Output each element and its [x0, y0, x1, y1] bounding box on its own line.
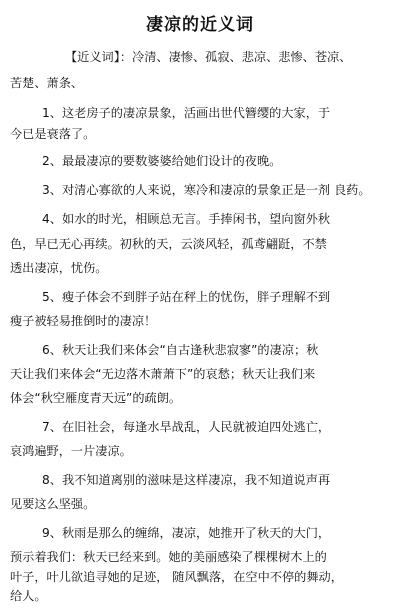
example-sentence-line: 9、秋雨是那么的缠绵，凄凉，她推开了秋天的大门， [42, 526, 331, 540]
example-sentence-line: 色，早已无心再续。初秋的天，云淡风轻，孤鸢翩跹，不禁 [10, 237, 327, 251]
example-sentence-line: 今已是衰落了。 [10, 127, 96, 141]
example-sentence-line: 3、对清心寡欲的人来说，寒冷和凄凉的景象正是一剂 良药。 [42, 183, 371, 197]
example-sentence-line: 4、如水的时光，相顾总无言。手捧闲书，望向窗外秋 [42, 212, 331, 226]
example-sentence-line: 透出凄凉，忧伤。 [10, 261, 108, 275]
example-sentence-line: 5、瘦子体会不到胖子站在秤上的忧伤，胖子理解不到 [42, 290, 331, 304]
example-sentence-line: 2、最最凄凉的要数婆婆给她们设计的夜晚。 [42, 154, 282, 168]
example-sentence-line: 6、秋天让我们来体会“自古逢秋悲寂寥”的凄凉；秋 [42, 343, 319, 357]
example-sentence-line: 见要这么坚强。 [10, 497, 96, 511]
example-sentence-line: 体会“秋空雁度青天远”的疏朗。 [10, 391, 182, 405]
synonym-list-line: 苦楚、萧条、 [10, 76, 84, 90]
example-sentence-line: 1、这老房子的凄凉景象，活画出世代簪缨的大家，于 [42, 106, 331, 120]
example-sentence-line: 瘦子被轻易推倒时的凄凉！ [10, 314, 157, 328]
example-sentence-line: 预示着我们：秋天已经来到。她的美丽感染了棵棵树木上的 [10, 550, 327, 564]
page-title: 凄凉的近义词 [146, 15, 254, 35]
example-sentence-line: 天让我们来体会“无边落木萧萧下”的哀愁；秋天让我们来 [10, 367, 316, 381]
example-sentence-line: 哀鸿遍野，一片凄凉。 [10, 444, 132, 458]
example-sentence-line: 叶子，叶儿欲追寻她的足迹， 随风飘落，在空中不停的舞动， [10, 570, 343, 584]
example-sentence-line: 8、我不知道离别的滋味是这样凄凉，我不知道说声再 [42, 473, 331, 487]
synonym-list-line: 【近义词】：冷清、凄惨、孤寂、悲凉、悲惨、苍凉、 [65, 50, 352, 64]
example-sentence-line: 7、在旧社会，每逢水旱战乱，人民就被迫四处逃亡， [42, 420, 331, 434]
example-sentence-line: 给人。 [10, 589, 47, 603]
